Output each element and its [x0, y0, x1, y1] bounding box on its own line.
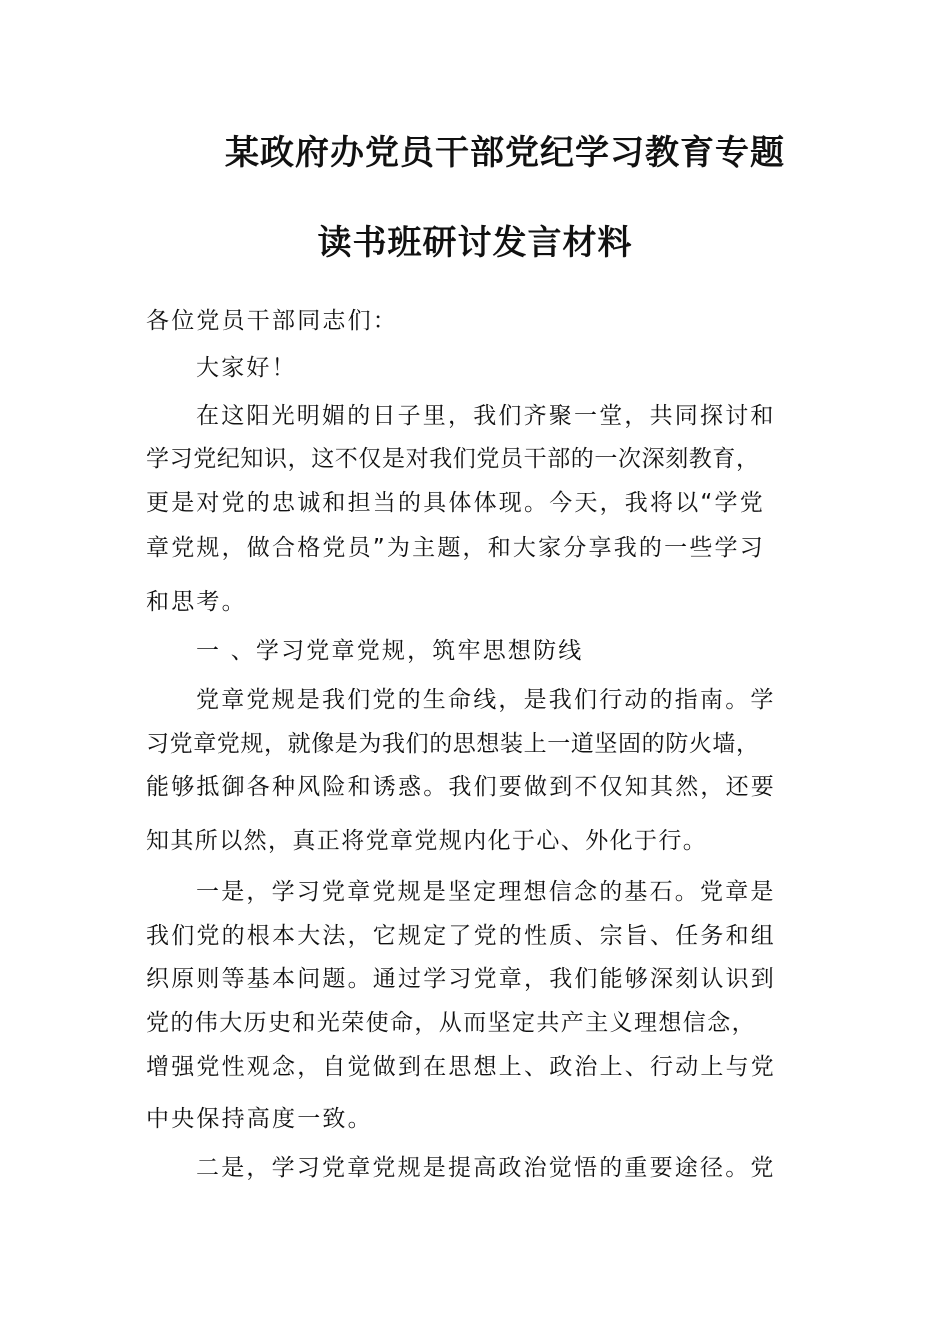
paragraph-line: 织原则等基本问题。通过学习党章，我们能够深刻认识到: [146, 966, 776, 992]
paragraph-line: 党的伟大历史和光荣使命，从而坚定共产主义理想信念，: [146, 1010, 756, 1036]
paragraph-line: 一是，学习党章党规是坚定理想信念的基石。党章是: [196, 879, 776, 905]
paragraph-line: 我们党的根本大法，它规定了党的性质、宗旨、任务和组: [146, 923, 776, 949]
paragraph-line: 二是，学习党章党规是提高政治觉悟的重要途径。党: [196, 1155, 776, 1181]
paragraph-line: 在这阳光明媚的日子里，我们齐聚一堂，共同探讨和: [196, 403, 776, 429]
paragraph-line: 和思考。: [146, 589, 247, 615]
paragraph-line: 章党规，做合格党员”为主题，和大家分享我的一些学习: [146, 535, 765, 561]
salutation: 各位党员干部同志们：: [146, 308, 398, 334]
section-heading: 一 、学习党章党规，筑牢思想防线: [196, 638, 584, 664]
paragraph-line: 党章党规是我们党的生命线，是我们行动的指南。学: [196, 687, 776, 713]
paragraph-line: 中央保持高度一致。: [146, 1106, 373, 1132]
document-title-line-2: 读书班研讨发言材料: [317, 223, 633, 263]
paragraph-line: 习党章党规，就像是为我们的思想装上一道坚固的防火墙，: [146, 731, 760, 757]
paragraph-line: 能够抵御各种风险和诱惑。我们要做到不仅知其然，还要: [146, 774, 776, 800]
paragraph-line: 增强党性观念，自觉做到在思想上、政治上、行动上与党: [146, 1054, 776, 1080]
paragraph-line: 学习党纪知识，这不仅是对我们党员干部的一次深刻教育，: [146, 446, 760, 472]
paragraph-line: 知其所以然，真正将党章党规内化于心、外化于行。: [146, 828, 708, 854]
greeting: 大家好！: [196, 355, 297, 381]
paragraph-line: 更是对党的忠诚和担当的具体体现。今天，我将以“学党: [146, 490, 765, 516]
document-title-line-1: 某政府办党员干部党纪学习教育专题: [225, 133, 785, 173]
